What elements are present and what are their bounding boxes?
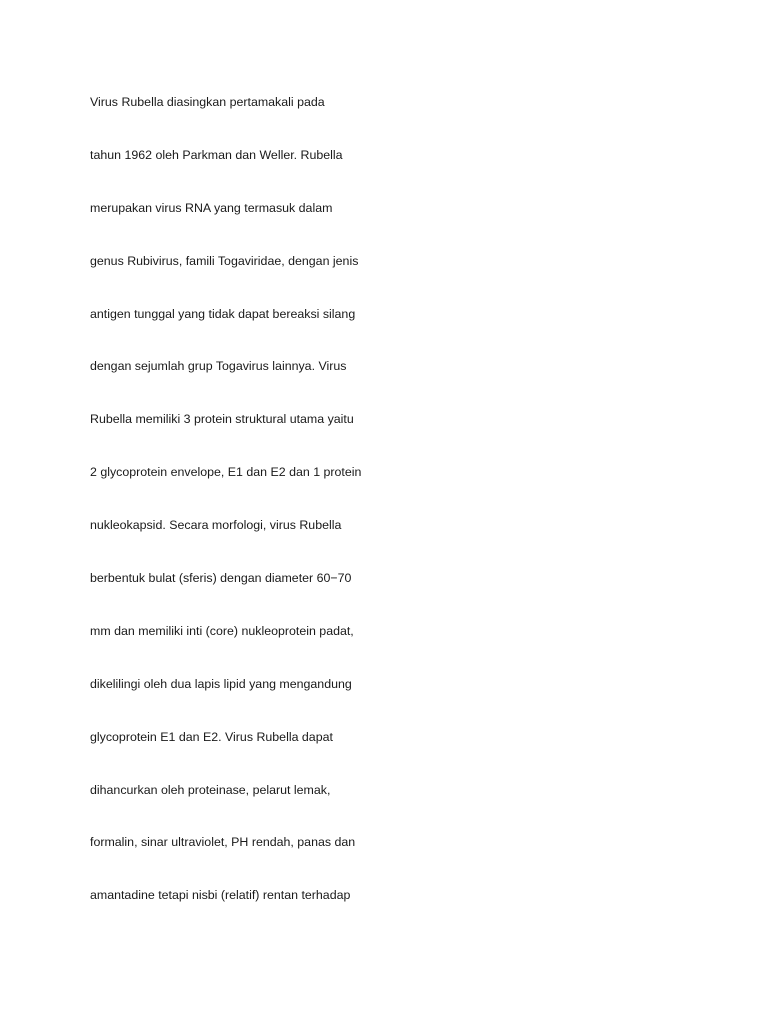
document-body [90, 88, 690, 934]
text-line: nukleokapsid. Secara morfologi, virus Rubella [90, 518, 342, 533]
text-line: genus Rubivirus, famili Togaviridae, dengan jenis [90, 253, 359, 268]
text-line: Rubella memiliki 3 protein struktural utama yaitu [90, 412, 354, 427]
text-line: mm dan memiliki inti (core) nukleoprotein padat, [90, 623, 354, 638]
text-line: dikelilingi oleh dua lapis lipid yang mengandung [90, 676, 352, 691]
text-line: glycoprotein E1 dan E2. Virus Rubella dapat [90, 729, 333, 744]
text-line: antigen tunggal yang tidak dapat bereaksi silang [90, 306, 356, 321]
text-line: tahun 1962 oleh Parkman dan Weller. Rubella [90, 147, 343, 162]
text-line: merupakan virus RNA yang termasuk dalam [90, 200, 333, 215]
text-line: dihancurkan oleh proteinase, pelarut lemak, [90, 782, 331, 797]
text-line: amantadine tetapi nisbi (relatif) rentan terhadap [90, 888, 351, 903]
text-line: Virus Rubella diasingkan pertamakali pada [90, 95, 325, 109]
text-line: formalin, sinar ultraviolet, PH rendah, panas dan [90, 835, 356, 850]
text-line: berbentuk bulat (sferis) dengan diameter 60−70 [90, 571, 352, 586]
text-line: 2 glycoprotein envelope, E1 dan E2 dan 1 protein [90, 465, 362, 480]
text-line: dengan sejumlah grup Togavirus lainnya. Virus [90, 359, 347, 374]
